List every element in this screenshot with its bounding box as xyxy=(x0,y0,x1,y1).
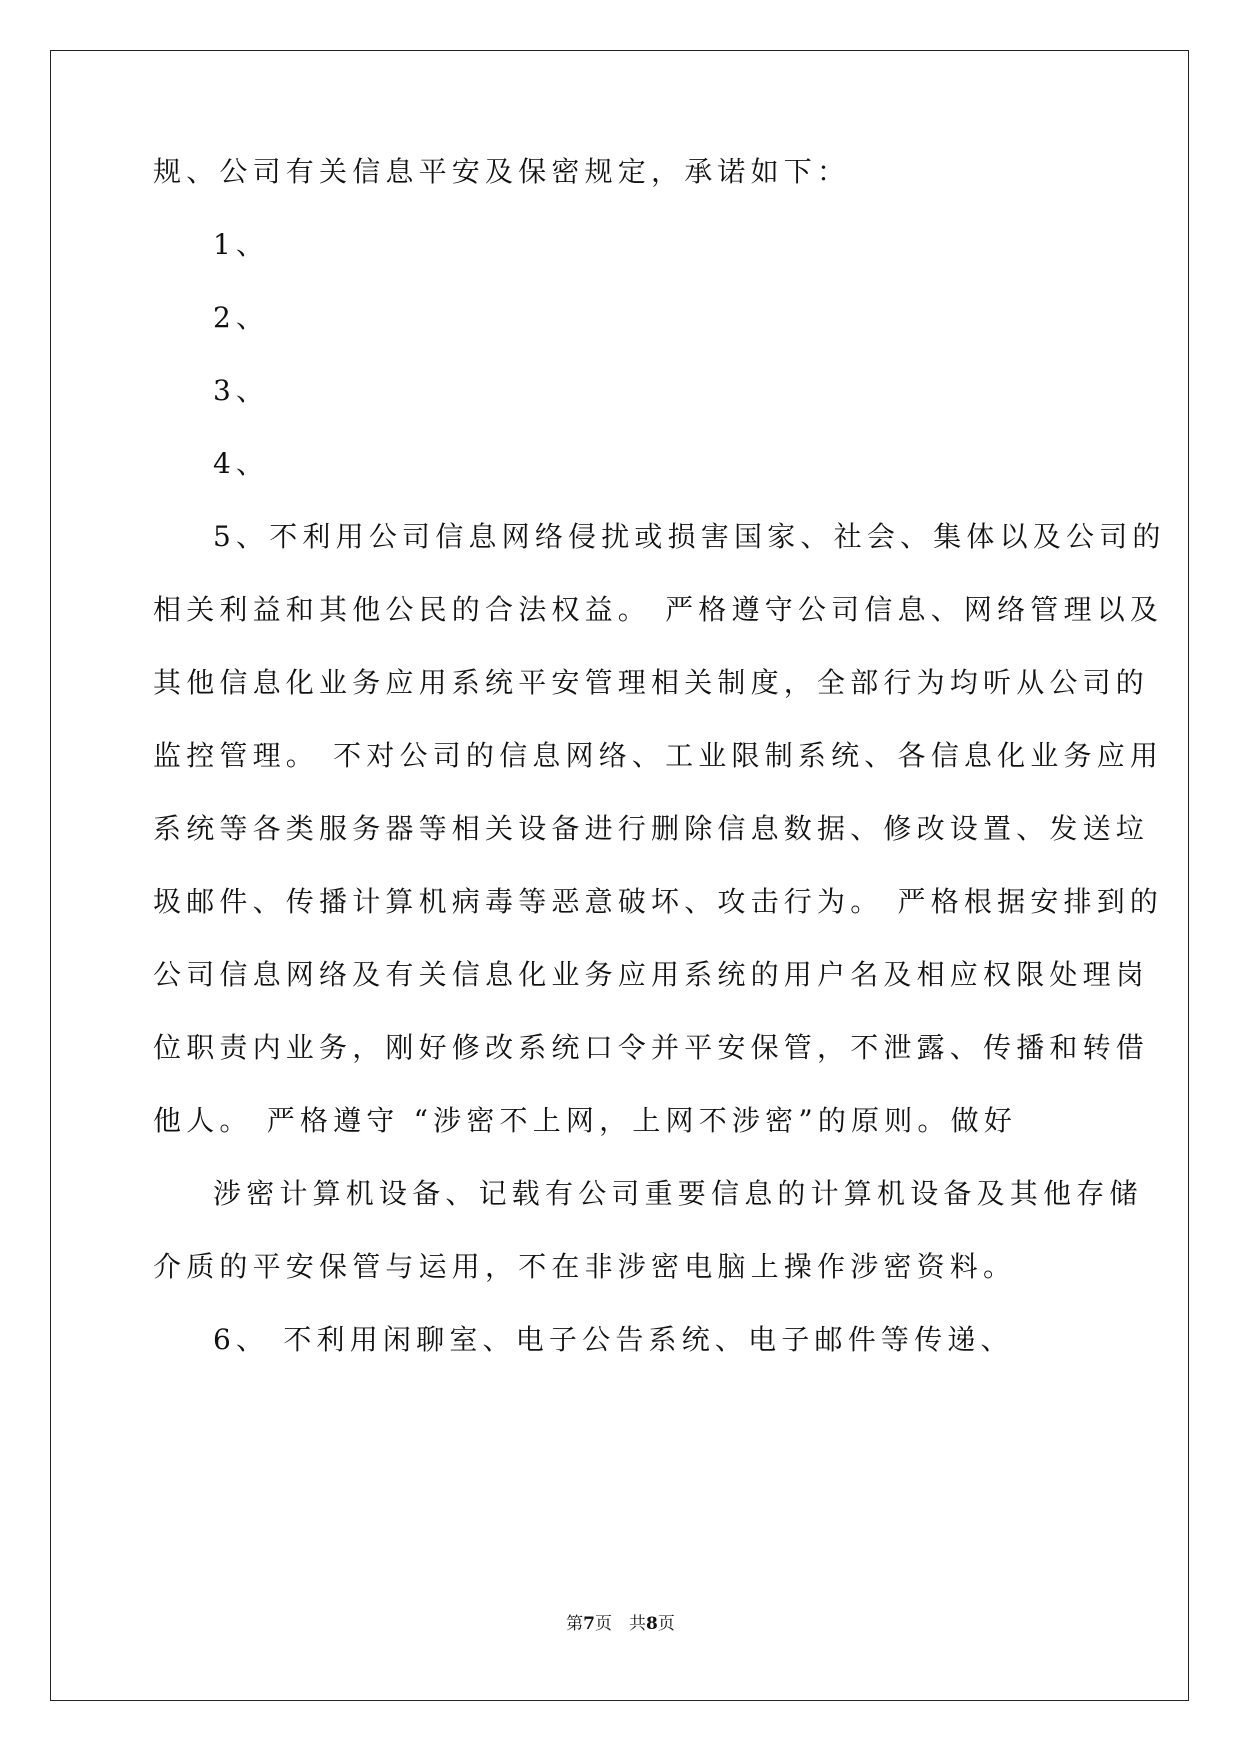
list-item-number: 1、 xyxy=(213,228,270,261)
text-line: 监控管理。 不对公司的信息网络、工业限制系统、各信息化业务应用 xyxy=(153,739,1164,772)
footer-prefix: 第 xyxy=(566,1614,584,1634)
page-footer xyxy=(0,1609,1241,1634)
text-line: 5、不利用公司信息网络侵扰或损害国家、社会、集体以及公司的 xyxy=(213,520,1166,553)
text-line: 规、公司有关信息平安及保密规定，承诺如下： xyxy=(153,155,851,188)
text-line: 位职责内业务，刚好修改系统口令并平安保管，不泄露、传播和转借 xyxy=(153,1031,1150,1064)
current-page-number: 7 xyxy=(583,1614,595,1634)
text-line: 他人。 严格遵守 “涉密不上网，上网不涉密”的原则。做好 xyxy=(153,1104,1018,1137)
text-line: 相关利益和其他公民的合法权益。 严格遵守公司信息、网络管理以及 xyxy=(153,593,1164,626)
total-page-number: 8 xyxy=(646,1614,658,1634)
text-line: 其他信息化业务应用系统平安管理相关制度，全部行为均听从公司的 xyxy=(153,666,1150,699)
text-line: 系统等各类服务器等相关设备进行删除信息数据、修改设置、发送垃 xyxy=(153,812,1150,845)
text-line: 公司信息网络及有关信息化业务应用系统的用户名及相应权限处理岗 xyxy=(153,958,1150,991)
list-item-number: 4、 xyxy=(213,447,270,480)
text-line: 介质的平安保管与运用，不在非涉密电脑上操作涉密资料。 xyxy=(153,1250,1017,1283)
text-line: 圾邮件、传播计算机病毒等恶意破坏、攻击行为。 严格根据安排到的 xyxy=(153,885,1164,918)
footer-mid: 页 共 xyxy=(595,1614,646,1634)
text-line: 6、 不利用闲聊室、电子公告系统、电子邮件等传递、 xyxy=(213,1323,1014,1356)
footer-suffix: 页 xyxy=(657,1614,675,1634)
list-item-number: 2、 xyxy=(213,301,270,334)
page-border xyxy=(50,50,1189,1701)
text-line: 涉密计算机设备、记载有公司重要信息的计算机设备及其他存储 xyxy=(213,1177,1143,1210)
list-item-number: 3、 xyxy=(213,374,270,407)
